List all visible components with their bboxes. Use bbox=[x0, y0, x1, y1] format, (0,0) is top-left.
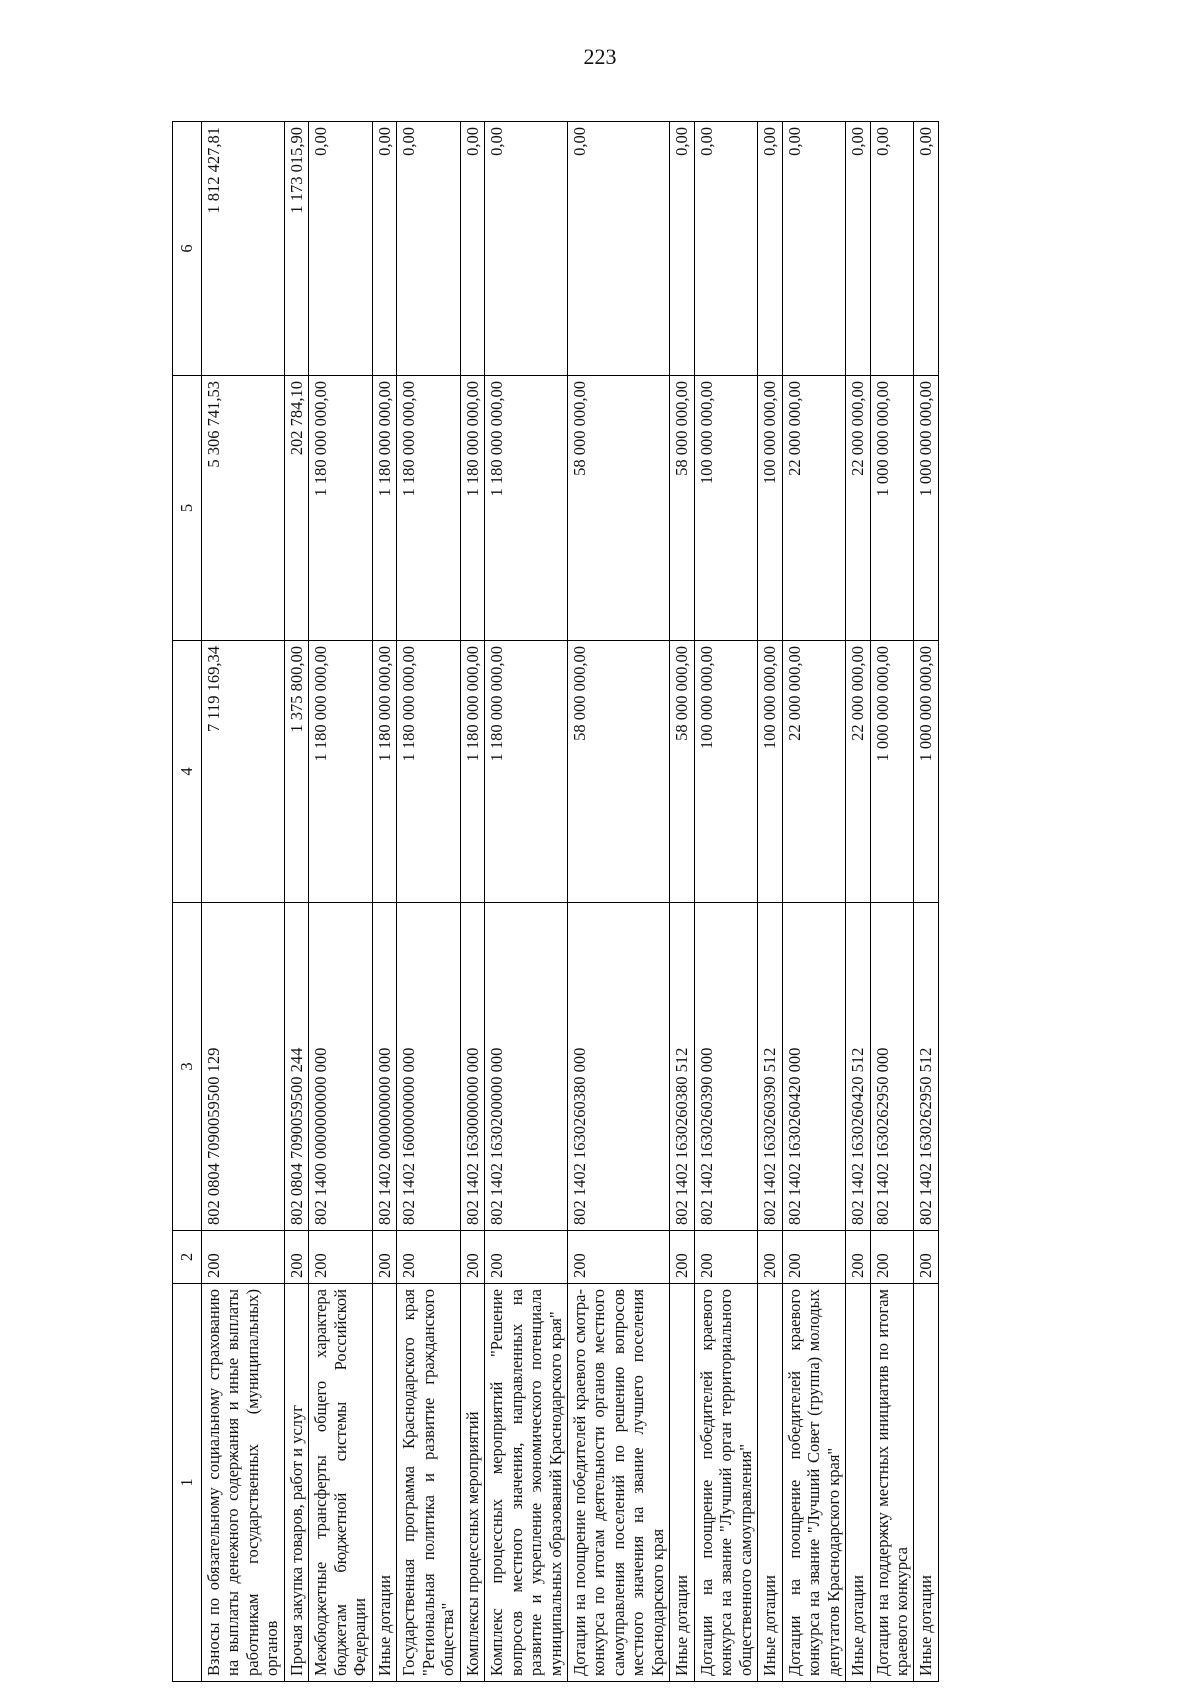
row-classification-code-cell: 802 1402 1630262950 000 bbox=[870, 903, 914, 1231]
row-classification-code-cell: 802 1402 1630260380 512 bbox=[670, 903, 694, 1231]
table-row bbox=[202, 122, 285, 1682]
row-amount-col6-cell: 0,00 bbox=[372, 122, 396, 376]
column-header: 5 bbox=[173, 376, 202, 641]
row-name-cell: Государственная программа Краснодарского края "Региональная политика и развитие гражданского общества" bbox=[397, 1284, 460, 1682]
column-header: 3 bbox=[173, 903, 202, 1231]
row-classification-code-cell: 802 1402 1630260420 512 bbox=[846, 903, 870, 1231]
row-amount-col4-cell: 1 000 000 000,00 bbox=[914, 641, 938, 903]
row-amount-col5-cell: 1 180 000 000,00 bbox=[485, 376, 568, 641]
row-name-cell: Иные дотации bbox=[372, 1284, 396, 1682]
row-classification-code-cell: 802 1402 1630260420 000 bbox=[782, 903, 845, 1231]
row-name-cell: Прочая закупка товаров, работ и услуг bbox=[284, 1284, 308, 1682]
budget-table bbox=[172, 121, 939, 1682]
column-header: 2 bbox=[173, 1231, 202, 1284]
row-amount-col6-cell: 0,00 bbox=[782, 122, 845, 376]
row-name-cell: Комплексы процессных мероприятий bbox=[460, 1284, 484, 1682]
row-admin-code-cell: 200 bbox=[694, 1231, 757, 1284]
row-amount-col6-cell: 0,00 bbox=[397, 122, 460, 376]
row-amount-col4-cell: 1 180 000 000,00 bbox=[485, 641, 568, 903]
table-row bbox=[914, 122, 938, 1682]
row-amount-col4-cell: 22 000 000,00 bbox=[782, 641, 845, 903]
row-amount-col5-cell: 100 000 000,00 bbox=[758, 376, 782, 641]
row-amount-col6-cell: 0,00 bbox=[485, 122, 568, 376]
row-amount-col4-cell: 1 000 000 000,00 bbox=[870, 641, 914, 903]
row-amount-col5-cell: 58 000 000,00 bbox=[567, 376, 669, 641]
column-header: 1 bbox=[173, 1284, 202, 1682]
row-classification-code-cell: 802 1402 1630262950 512 bbox=[914, 903, 938, 1231]
table-row bbox=[870, 122, 914, 1682]
rotated-table-container bbox=[172, 122, 1092, 1682]
row-admin-code-cell: 200 bbox=[460, 1231, 484, 1284]
row-name-cell: Дотации на поощрение победителей краевого смотра-конкурса по итогам деятельности органов местного самоуправления поселений по решению вопросов местного значения на звание лучшего поселения Краснодарского края bbox=[567, 1284, 669, 1682]
row-amount-col4-cell: 1 375 800,00 bbox=[284, 641, 308, 903]
row-admin-code-cell: 200 bbox=[846, 1231, 870, 1284]
row-amount-col5-cell: 1 180 000 000,00 bbox=[309, 376, 372, 641]
row-classification-code-cell: 802 1400 0000000000 000 bbox=[309, 903, 372, 1231]
row-admin-code-cell: 200 bbox=[309, 1231, 372, 1284]
row-amount-col5-cell: 1 180 000 000,00 bbox=[397, 376, 460, 641]
row-admin-code-cell: 200 bbox=[397, 1231, 460, 1284]
row-amount-col5-cell: 22 000 000,00 bbox=[782, 376, 845, 641]
row-amount-col4-cell: 1 180 000 000,00 bbox=[309, 641, 372, 903]
row-name-cell: Иные дотации bbox=[846, 1284, 870, 1682]
row-name-cell: Дотации на поддержку местных инициатив по итогам краевого конкурса bbox=[870, 1284, 914, 1682]
row-amount-col4-cell: 58 000 000,00 bbox=[670, 641, 694, 903]
row-admin-code-cell: 200 bbox=[758, 1231, 782, 1284]
row-amount-col6-cell: 0,00 bbox=[567, 122, 669, 376]
row-admin-code-cell: 200 bbox=[284, 1231, 308, 1284]
row-name-cell: Иные дотации bbox=[670, 1284, 694, 1682]
table-row bbox=[758, 122, 782, 1682]
row-name-cell: Межбюджетные трансферты общего характера бюджетам бюджетной системы Российской Федерации bbox=[309, 1284, 372, 1682]
table-row bbox=[567, 122, 669, 1682]
row-classification-code-cell: 802 1402 1600000000 000 bbox=[397, 903, 460, 1231]
row-amount-col4-cell: 1 180 000 000,00 bbox=[372, 641, 396, 903]
row-amount-col6-cell: 1 812 427,81 bbox=[202, 122, 285, 376]
row-amount-col5-cell: 58 000 000,00 bbox=[670, 376, 694, 641]
row-amount-col6-cell: 0,00 bbox=[309, 122, 372, 376]
row-admin-code-cell: 200 bbox=[670, 1231, 694, 1284]
row-classification-code-cell: 802 0804 7090059500 244 bbox=[284, 903, 308, 1231]
row-amount-col6-cell: 0,00 bbox=[460, 122, 484, 376]
row-admin-code-cell: 200 bbox=[485, 1231, 568, 1284]
row-amount-col6-cell: 0,00 bbox=[758, 122, 782, 376]
row-admin-code-cell: 200 bbox=[372, 1231, 396, 1284]
row-amount-col4-cell: 7 119 169,34 bbox=[202, 641, 285, 903]
row-amount-col4-cell: 22 000 000,00 bbox=[846, 641, 870, 903]
column-header: 4 bbox=[173, 641, 202, 903]
row-classification-code-cell: 802 0804 7090059500 129 bbox=[202, 903, 285, 1231]
row-admin-code-cell: 200 bbox=[567, 1231, 669, 1284]
table-row bbox=[846, 122, 870, 1682]
row-amount-col5-cell: 22 000 000,00 bbox=[846, 376, 870, 641]
row-amount-col5-cell: 100 000 000,00 bbox=[694, 376, 757, 641]
table-row bbox=[782, 122, 845, 1682]
row-amount-col5-cell: 1 180 000 000,00 bbox=[372, 376, 396, 641]
row-amount-col6-cell: 0,00 bbox=[670, 122, 694, 376]
row-amount-col4-cell: 100 000 000,00 bbox=[694, 641, 757, 903]
row-amount-col4-cell: 58 000 000,00 bbox=[567, 641, 669, 903]
table-row bbox=[460, 122, 484, 1682]
row-amount-col4-cell: 1 180 000 000,00 bbox=[460, 641, 484, 903]
row-amount-col6-cell: 0,00 bbox=[846, 122, 870, 376]
row-admin-code-cell: 200 bbox=[870, 1231, 914, 1284]
table-row bbox=[670, 122, 694, 1682]
row-classification-code-cell: 802 1402 1630200000 000 bbox=[485, 903, 568, 1231]
row-amount-col5-cell: 202 784,10 bbox=[284, 376, 308, 641]
row-amount-col4-cell: 100 000 000,00 bbox=[758, 641, 782, 903]
row-amount-col6-cell: 0,00 bbox=[694, 122, 757, 376]
row-name-cell: Иные дотации bbox=[758, 1284, 782, 1682]
row-classification-code-cell: 802 1402 0000000000 000 bbox=[372, 903, 396, 1231]
row-name-cell: Дотации на поощрение победителей краевого конкурса на звание "Лучший Совет (группа) молодых депутатов Краснодарского края" bbox=[782, 1284, 845, 1682]
table-body bbox=[202, 122, 939, 1682]
page-number: 223 bbox=[583, 44, 617, 69]
table-row bbox=[372, 122, 396, 1682]
row-admin-code-cell: 200 bbox=[202, 1231, 285, 1284]
row-name-cell: Дотации на поощрение победителей краевого конкурса на звание "Лучший орган территориального общественного самоуправления" bbox=[694, 1284, 757, 1682]
table-row bbox=[309, 122, 372, 1682]
row-classification-code-cell: 802 1402 1630260390 000 bbox=[694, 903, 757, 1231]
row-admin-code-cell: 200 bbox=[782, 1231, 845, 1284]
row-amount-col5-cell: 1 180 000 000,00 bbox=[460, 376, 484, 641]
table-row bbox=[284, 122, 308, 1682]
row-amount-col6-cell: 0,00 bbox=[914, 122, 938, 376]
table-row bbox=[485, 122, 568, 1682]
row-amount-col6-cell: 0,00 bbox=[870, 122, 914, 376]
row-amount-col5-cell: 1 000 000 000,00 bbox=[914, 376, 938, 641]
table-row bbox=[694, 122, 757, 1682]
row-admin-code-cell: 200 bbox=[914, 1231, 938, 1284]
row-name-cell: Комплекс процессных мероприятий "Решение вопросов местного значения, направленных на развитие и укрепление экономического потенциала муниципальных образований Краснодарского края" bbox=[485, 1284, 568, 1682]
row-name-cell: Иные дотации bbox=[914, 1284, 938, 1682]
column-header: 6 bbox=[173, 122, 202, 376]
row-amount-col4-cell: 1 180 000 000,00 bbox=[397, 641, 460, 903]
row-amount-col5-cell: 5 306 741,53 bbox=[202, 376, 285, 641]
row-classification-code-cell: 802 1402 1630000000 000 bbox=[460, 903, 484, 1231]
table-row bbox=[397, 122, 460, 1682]
row-name-cell: Взносы по обязательному социальному страхованию на выплаты денежного содержания и иные выплаты работникам государственных (муниципальных) органов bbox=[202, 1284, 285, 1682]
row-classification-code-cell: 802 1402 1630260390 512 bbox=[758, 903, 782, 1231]
row-amount-col6-cell: 1 173 015,90 bbox=[284, 122, 308, 376]
row-classification-code-cell: 802 1402 1630260380 000 bbox=[567, 903, 669, 1231]
header-row bbox=[173, 122, 202, 1682]
row-amount-col5-cell: 1 000 000 000,00 bbox=[870, 376, 914, 641]
